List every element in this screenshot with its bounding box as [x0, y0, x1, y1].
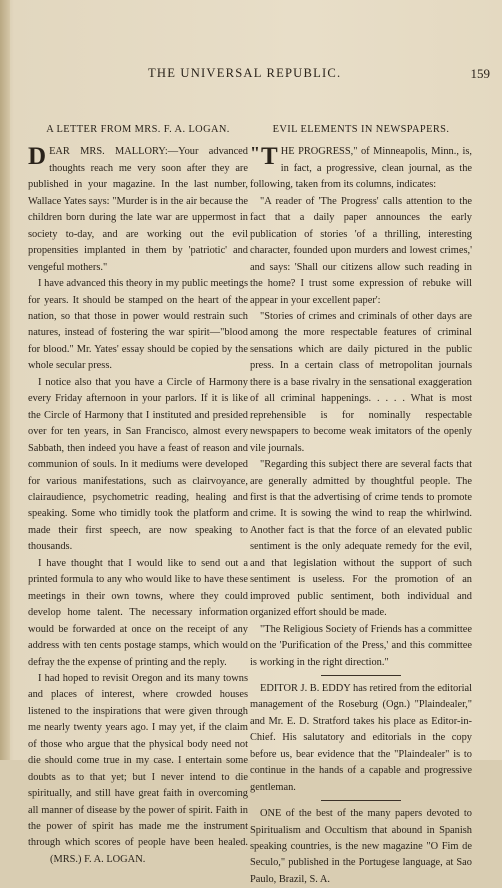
left-column — [28, 122, 248, 868]
article-paragraph: I have advanced this theory in my public meetings for years. It should be stamped on the heart of the nation, so that those in power would restrain such natures, instead of fostering the war spirit—"blood for blood." Mr. Yates' essay should be copied by the whole secular press. — [28, 278, 248, 372]
right-column — [250, 122, 472, 888]
article-paragraph: "A reader of 'The Progress' calls attention to the fact that a daily paper announces the early publication of stories 'of a thrilling, interesting character, founded upon murders and lowest crimes,' and says: 'Shall our citizens allow such reading in the home? I trust some expression of rebuke will appear in your excellent paper': — [250, 195, 472, 306]
article-heading-evil-elements: EVIL ELEMENTS IN NEWSPAPERS. — [272, 124, 450, 135]
notice-eddy: EDITOR J. B. EDDY has retired from the editorial management of the Roseburg (Ogn.) "Plaindealer," and Mr. E. D. Stratford takes his place as Editor-in-Chief. His salutatory and editorials in the copy before us, bear evidence that the "Plaindealer" is to continue in the hands of a capable and progressive gentleman. — [250, 682, 472, 793]
article-paragraph: "Regarding this subject there are several facts that are generally admitted by thoughtful people. The first is that the advertising of crime tends to promote crime. It is sowing the wind to reap the whirlwind. Another fact is that the force of an elevated public sentiment is the only adequate remedy for the evil, and that legislation without the support of such sentiment is useless. For the promotion of an improved public sentiment, both individual and organized effort should be made. — [250, 459, 472, 619]
article-paragraph: " T HE PROGRESS," of Minneapolis, Minn., is, in fact, a progressive, clean journal, as the following, taken from its columns, indicates: — [250, 143, 472, 191]
running-title: THE UNIVERSAL REPUBLIC. — [148, 66, 342, 80]
open-quote: " — [250, 143, 260, 164]
article-paragraph: I have thought that I would like to send out a printed formula to any who would like to have these meetings in their own towns, where they could develop home talent. The necessary information would be forwarded at once on the receipt of any address with ten cents postage stamps, which would defray the the expense of printing and the reply. — [28, 557, 248, 668]
article-paragraph: I had hoped to revisit Oregon and its many towns and places of interest, where crowded houses listened to the inspirations that were given through me nearly twenty years ago. I may yet, if the claim of those who argue that the physical body need not die should come true in my case. I entertain some doubts as to that yet; but I never intend to die spiritually, and still have great faith in overcoming all manner of disease by the power of spirit. Faith in the power of spirit has made me the instrument through which scores of people have been healed.(MRS.) F. A. LOGAN. — [28, 672, 248, 865]
letter-signature: (MRS.) F. A. LOGAN. — [50, 853, 146, 865]
section-divider — [321, 800, 401, 801]
page-number: 159 — [470, 66, 490, 81]
article-paragraph: "The Religious Society of Friends has a committee on the 'Purification of the Press,' and this committee is working in the right direction." — [250, 623, 472, 668]
article-paragraph: DEAR MRS. MALLORY:—Your advanced thoughts reach me very soon after they are published in your magazine. In the last number, Wallace Yates says: "Murder is in the air because the children born during the late war are uppermost in society to-day, and are working out the evil propensities implanted in them by 'patriotic' and vengeful mothers." — [28, 143, 248, 273]
section-divider — [321, 675, 401, 676]
page-binding — [0, 0, 10, 760]
drop-cap: T — [261, 143, 278, 171]
article-paragraph: I notice also that you have a Circle of Harmony every Friday afternoon in your parlors. If it is like the Circle of Harmony that I instituted and presided over for ten years, in San Francisco, almost every Sabbath, then indeed you have a feast of reason and communion of souls. In it mediums were developed for various manifestations, such as clairvoyance, clairaudience, psychometric reading, healing and speaking. Some who timidly took the platform and made their first speech, are now speaking to thousands. — [28, 376, 248, 553]
notice-magazine: ONE of the best of the many papers devoted to Spiritualism and Occultism that abound in Spanish speaking countries, is the new magazine "O Fim de Seculo," published in the Portugese language, at Sao Paulo, Brazil, S. A. — [250, 808, 472, 885]
article-heading-logan-letter: A LETTER FROM MRS. F. A. LOGAN. — [46, 124, 230, 135]
drop-cap: D — [28, 143, 47, 171]
page-header — [20, 66, 490, 84]
article-paragraph: "Stories of crimes and criminals of other days are among the more respectable features of criminal sensations which are daily pictured in the public press. In a certain class of metropolitan journals there is a base rivalry in the sensational exaggeration of all criminal happenings. . . . . What is most reprehensible is for nominally respectable newspapers to become weak imitators of the openly vile journals. — [250, 310, 472, 454]
